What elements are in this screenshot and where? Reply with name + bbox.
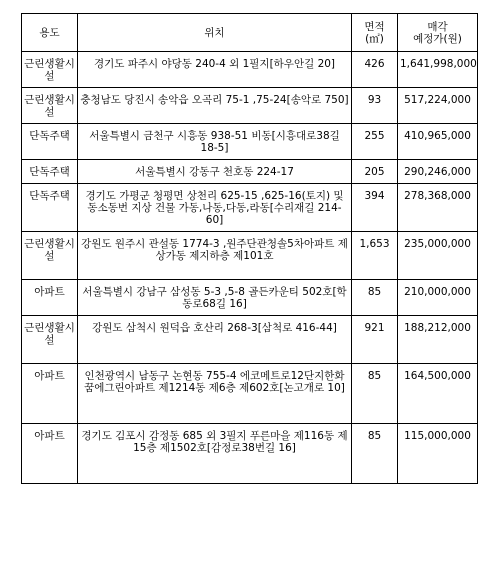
header-use: 용도: [22, 14, 78, 52]
price-cell: 1,641,998,000: [398, 52, 478, 88]
area-cell: 255: [352, 124, 398, 160]
price-cell: 290,246,000: [398, 160, 478, 184]
use-cell: 단독주택: [22, 160, 78, 184]
table-row: [22, 184, 478, 232]
location-cell: 경기도 김포시 감정동 685 외 3필지 푸른마을 제116동 제15층 제1502호[감정로38번길 16]: [78, 424, 352, 484]
table-row: [22, 232, 478, 280]
table-row: [22, 364, 478, 424]
location-cell: 서울특별시 강동구 천호동 224-17: [78, 160, 352, 184]
header-area-unit: (㎡): [365, 32, 384, 45]
use-cell: 근린생활시설: [22, 316, 78, 364]
header-row: [22, 14, 478, 52]
area-cell: 426: [352, 52, 398, 88]
price-cell: 410,965,000: [398, 124, 478, 160]
price-cell: 210,000,000: [398, 280, 478, 316]
price-cell: 235,000,000: [398, 232, 478, 280]
use-cell: 아파트: [22, 424, 78, 484]
location-cell: 서울특별시 강남구 삼성동 5-3 ,5-8 골든카운티 502호[학동로68길 16]: [78, 280, 352, 316]
area-cell: 85: [352, 280, 398, 316]
header-price: [398, 14, 478, 52]
use-cell: 아파트: [22, 280, 78, 316]
location-cell: 충청남도 당진시 송악읍 오곡리 75-1 ,75-24[송악로 750]: [78, 88, 352, 124]
table-row: [22, 124, 478, 160]
header-price-unit: 예정가(원): [413, 32, 462, 45]
table-row: [22, 316, 478, 364]
area-cell: 921: [352, 316, 398, 364]
area-cell: 1,653: [352, 232, 398, 280]
price-cell: 278,368,000: [398, 184, 478, 232]
header-location: 위치: [78, 14, 352, 52]
price-cell: 164,500,000: [398, 364, 478, 424]
location-cell: 서울특별시 금천구 시흥동 938-51 비동[시흥대로38길 18-5]: [78, 124, 352, 160]
table-row: [22, 280, 478, 316]
area-cell: 394: [352, 184, 398, 232]
header-price-label: 매각: [427, 20, 448, 33]
table-row: [22, 424, 478, 484]
table-row: [22, 160, 478, 184]
price-cell: 517,224,000: [398, 88, 478, 124]
location-cell: 인천광역시 남동구 논현동 755-4 에코메트로12단지한화꿈에그린아파트 제1214동 제6층 제602호[논고개로 10]: [78, 364, 352, 424]
header-area: [352, 14, 398, 52]
price-cell: 188,212,000: [398, 316, 478, 364]
use-cell: 단독주택: [22, 184, 78, 232]
sale-listing-table: [21, 13, 478, 484]
price-cell: 115,000,000: [398, 424, 478, 484]
header-area-label: 면적: [364, 20, 385, 33]
table-row: [22, 52, 478, 88]
location-cell: 강원도 삼척시 원덕읍 호산리 268-3[삼척로 416-44]: [78, 316, 352, 364]
use-cell: 근린생활시설: [22, 232, 78, 280]
use-cell: 아파트: [22, 364, 78, 424]
use-cell: 단독주택: [22, 124, 78, 160]
location-cell: 경기도 가평군 청평면 상천리 625-15 ,625-16(토지) 및 동소동번 지상 건물 가동,나동,다동,라동[수리재길 214-60]: [78, 184, 352, 232]
area-cell: 85: [352, 364, 398, 424]
location-cell: 강원도 원주시 관설동 1774-3 ,원주단관청솔5차아파트 제상가동 제지하층 제101호: [78, 232, 352, 280]
table-row: [22, 88, 478, 124]
area-cell: 205: [352, 160, 398, 184]
area-cell: 93: [352, 88, 398, 124]
location-cell: 경기도 파주시 야당동 240-4 외 1필지[하우안길 20]: [78, 52, 352, 88]
use-cell: 근린생활시설: [22, 52, 78, 88]
area-cell: 85: [352, 424, 398, 484]
use-cell: 근린생활시설: [22, 88, 78, 124]
